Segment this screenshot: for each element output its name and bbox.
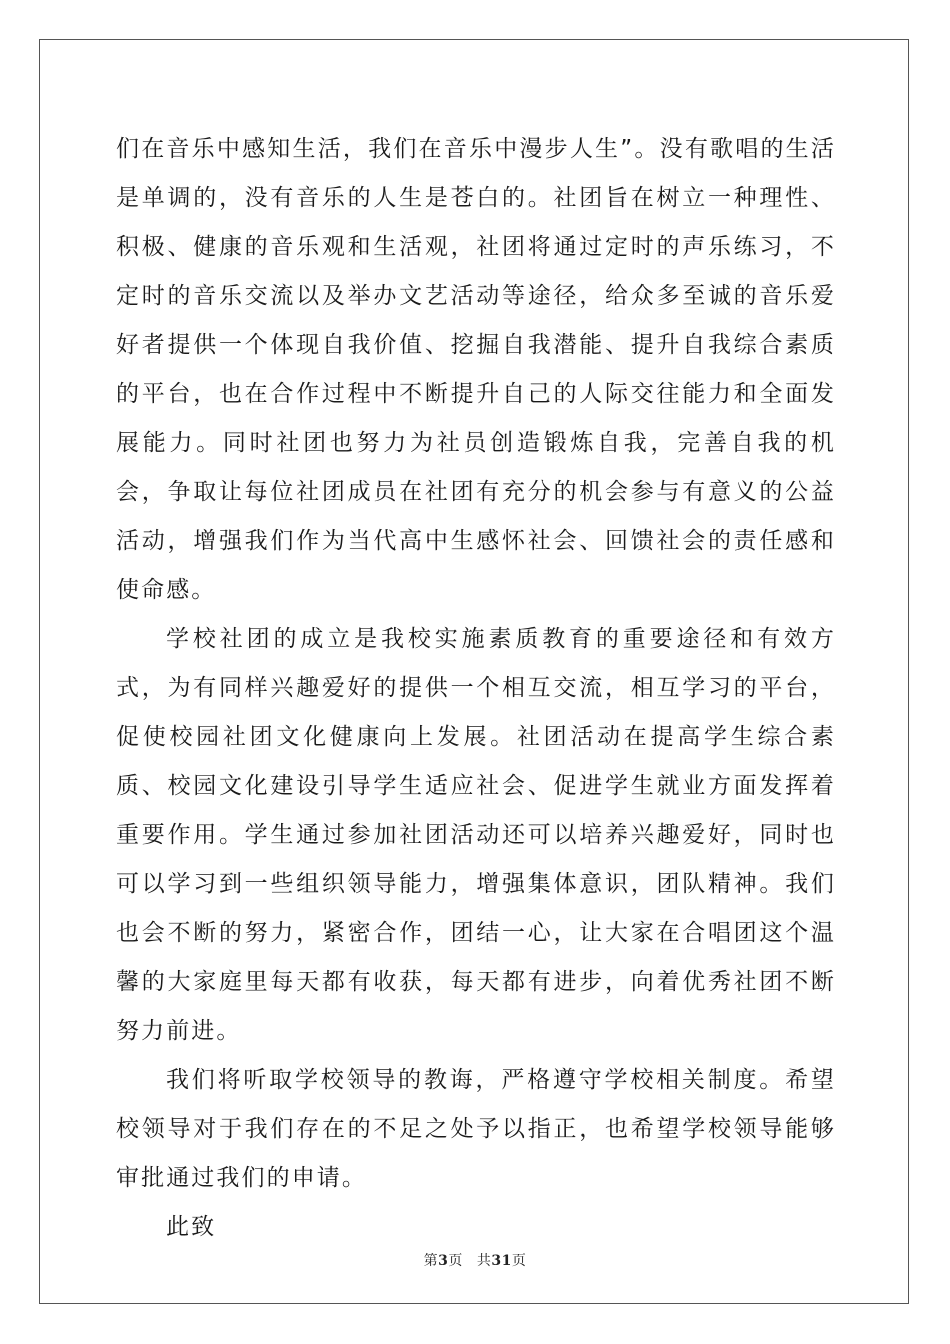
paragraph-request: 我们将听取学校领导的教诲，严格遵守学校相关制度。希望校领导对于我们存在的不足之处予以指正，也希望学校领导能够审批通过我们的申请。 xyxy=(116,1067,836,1191)
total-label-prefix: 共 xyxy=(476,1253,492,1269)
page-label-prefix: 第 xyxy=(423,1253,439,1269)
paragraph-club-purpose: 学校社团的成立是我校实施素质教育的重要途径和有效方式，为有同样兴趣爱好的提供一个相互交流，相互学习的平台，促使校园社团文化健康向上发展。社团活动在提高学生综合素质、校园文化建设引导学生适应社会、促进学生就业方面发挥着重要作用。学生通过参加社团活动还可以培养兴趣爱好，同时也可以学习到一些组织领导能力，增强集体意识，团队精神。我们也会不断的努力，紧密合作，团结一心，让大家在合唱团这个温馨的大家庭里每天都有收获，每天都有进步，向着优秀社团不断努力前进。 xyxy=(116,626,836,1044)
page-number: 3 xyxy=(438,1253,449,1269)
document-body xyxy=(116,125,836,1252)
paragraph-continued: 们在音乐中感知生活，我们在音乐中漫步人生”。没有歌唱的生活是单调的，没有音乐的人生是苍白的。社团旨在树立一种理性、积极、健康的音乐观和生活观，社团将通过定时的声乐练习，不定时的音乐交流以及举办文艺活动等途径，给众多至诚的音乐爱好者提供一个体现自我价值、挖掘自我潜能、提升自我综合素质的平台，也在合作过程中不断提升自己的人际交往能力和全面发展能力。同时社团也努力为社员创造锻炼自我，完善自我的机会，争取让每位社团成员在社团有充分的机会参与有意义的公益活动，增强我们作为当代高中生感怀社会、回馈社会的责任感和使命感。 xyxy=(116,136,836,603)
total-label-suffix: 页 xyxy=(511,1253,527,1269)
page-label-suffix: 页 xyxy=(448,1253,463,1269)
total-pages: 31 xyxy=(491,1253,512,1269)
closing-salutation: 此致 xyxy=(166,1214,217,1240)
page-footer xyxy=(0,1250,950,1270)
